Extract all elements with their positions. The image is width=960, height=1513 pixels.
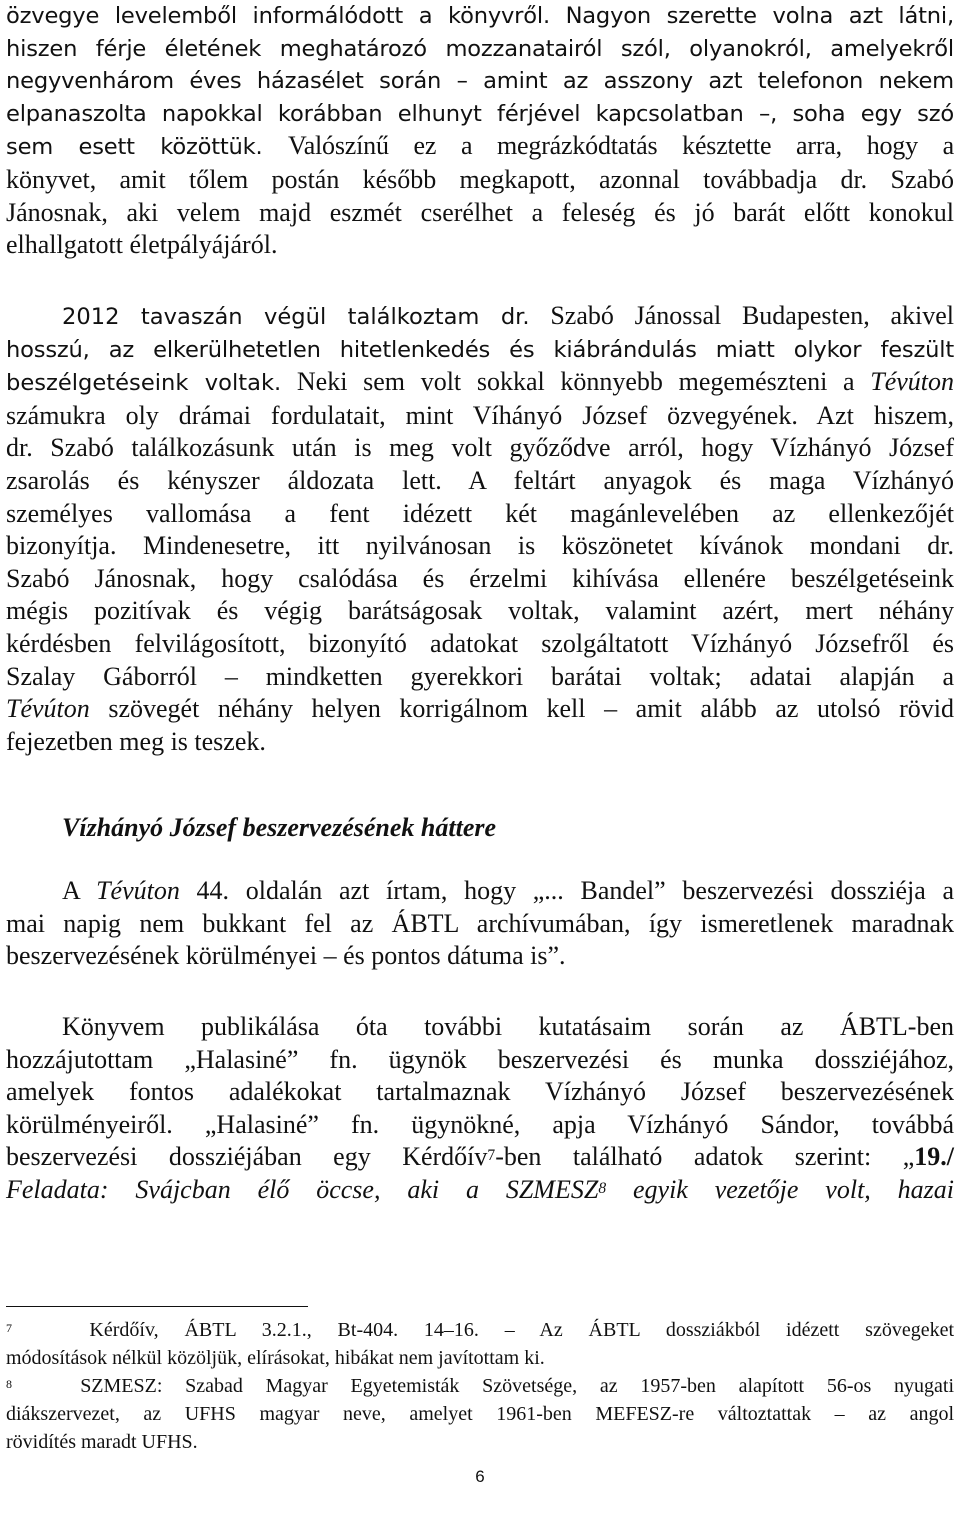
text-line: Jánosnak, aki velem majd eszmét cserélhet a feleség és jó barát előtt konokul (6, 197, 954, 227)
paragraph-4 (6, 1011, 954, 1207)
text-line: mégis pozitívak és végig barátságosak voltak, valamint azért, mert néhány (6, 596, 954, 626)
text-line: személyes vallomása a fent idézett két magánlevelében az ellenkezőjét (6, 498, 954, 528)
footnote-ref-7: 7 (487, 1146, 496, 1164)
text-line: kérdésben felvilágosított, bizonyító adatokat szolgáltatott Vízhányó Józsefről és (6, 628, 954, 658)
section-heading: Vízhányó József beszervezésének háttere (62, 813, 497, 842)
text-line: Feladata: Svájcban élő öccse, aki a SZMESZ$^8$ egyik vezetője volt, hazai (6, 1174, 955, 1204)
text-line: negyvenhárom éves házasélet során – amint az asszony azt telefonon nekem (6, 68, 954, 95)
text-line: hosszú, az elkerülhetetlen hitetlenkedés és kiábrándulás miatt olykor feszült (6, 336, 954, 363)
text-line: A Tévúton 44. oldalán azt írtam, hogy „... Bandel” beszervezési dossziéja a (62, 876, 955, 905)
text-line: mai napig nem bukkant fel az ÁBTL archívumában, így ismeretlenek maradnak (6, 908, 954, 938)
text-line: Szabó Jánosnak, hogy csalódása és érzelmi kihívása ellenére beszélgetéseink (6, 563, 954, 593)
text-line: hiszen férje életének meghatározó mozzanatairól szól, olyanokról, amelyekről (6, 35, 954, 62)
text-line: számukra oly drámai fordulatait, mint Víhányó József özvegyének. Azt hiszem, (6, 400, 954, 430)
page-number: 6 (475, 1467, 485, 1486)
paragraph-1 (6, 0, 954, 262)
text-line: Könyvem publikálása óta további kutatásaim során az ÁBTL-ben (62, 1012, 954, 1041)
text-line: özvegye levelemből informálódott a könyvről. Nagyon szerette volna azt látni, (6, 3, 954, 29)
text-line: fejezetben meg is teszek. (6, 726, 266, 756)
text-line: bizonyítja. Mindenesetre, itt nyilvánosan is köszönetet kívánok mondani dr. (6, 531, 954, 561)
text-line: beszervezésének körülményei – és pontos dátuma is”. (6, 941, 566, 971)
text-line: sem esett közöttük. Valószínű ez a megrázkódtatás késztette arra, hogy a (6, 131, 955, 161)
text-line: beszervezési dossziéjában egy Kérdőív$^7$-ben található adatok szerint: „19./ (6, 1142, 954, 1172)
paragraph-2 (6, 300, 954, 758)
text-line: elpanaszolta napokkal korábban elhunyt férjével kapcsolatban –, soha egy szó (6, 100, 954, 127)
text-line: dr. Szabó találkozásunk után is meg volt győződve arról, hogy Vízhányó József (6, 433, 954, 463)
text-line: amelyek fontos adalékokat tartalmaznak Vízhányó József beszervezésének (6, 1077, 954, 1107)
text-line: 2012 tavaszán végül találkoztam dr. Szabó Jánossal Budapesten, akivel (62, 301, 955, 330)
text-line: zsarolás és kényszer áldozata lett. A feltárt anyagok és maga Vízhányó (6, 465, 954, 495)
text-line: körülményeiről. „Halasiné” fn. ügynökné, apja Vízhányó Sándor, továbbá (6, 1109, 954, 1139)
footnote-separator (6, 1306, 308, 1307)
footnote-7-cont: módosítások nélkül közöljük, elírásokat, hibákat nem javítottam ki. (6, 1347, 545, 1369)
footnote-8-cont: rövidítés maradt UFHS. (6, 1431, 198, 1453)
text-line: Szalay Gáborról – mindketten gyerekkori barátai voltak; adatai alapján a (6, 661, 954, 691)
paragraph-3 (6, 875, 954, 973)
document-page (6, 0, 954, 1513)
text-line: könyvet, amit tőlem postán később megkapott, azonnal továbbadja dr. Szabó (6, 164, 954, 194)
text-line: elhallgatott életpályájáról. (6, 230, 278, 260)
footnote-ref-8: 8 (598, 1179, 607, 1197)
footnotes (6, 1316, 954, 1456)
footnote-8: $^8$ SZMESZ: Szabad Magyar Egyetemisták Szövetsége, az 1957-ben alapított 56-os nyugati (6, 1375, 955, 1397)
footnote-7: $^7$ Kérdőív, ÁBTL 3.2.1., Bt-404. 14–16. – Az ÁBTL dossziákból idézett szövegeket (6, 1319, 955, 1341)
text-line: hozzájutottam „Halasiné” fn. ügynök beszervezési és munka dossziéjához, (6, 1044, 954, 1074)
text-line: Tévúton szövegét néhány helyen korrigálnom kell – amit alább az utolsó rövid (6, 694, 954, 724)
footnote-8-cont: diákszervezet, az UFHS magyar neve, amelyet 1961-ben MEFESZ-re változtattak – az angol (6, 1403, 954, 1425)
text-line: beszélgetéseink voltak. Neki sem volt sokkal könnyebb megemészteni a Tévúton (6, 367, 955, 397)
